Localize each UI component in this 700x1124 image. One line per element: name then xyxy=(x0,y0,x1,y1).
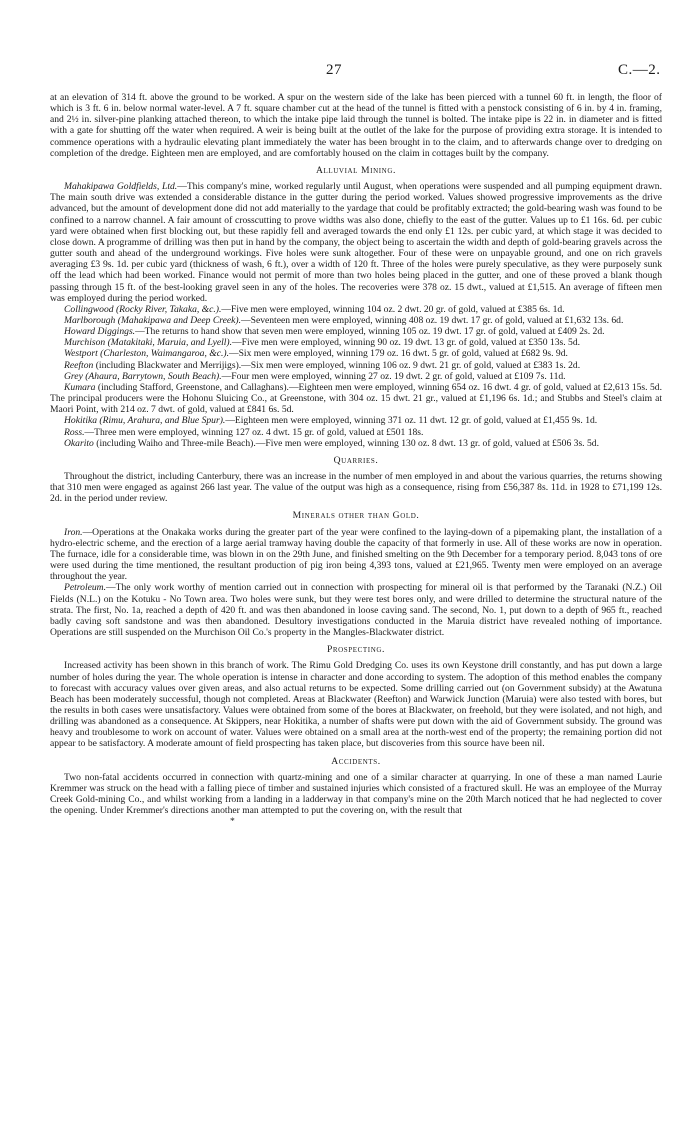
alluvial-entry xyxy=(50,360,662,371)
entry-text: —Three men were employed, winning 127 oz. 4 dwt. 15 gr. of gold, valued at £501 18s. xyxy=(84,426,424,438)
entry-name: Murchison (Matakitaki, Maruia, and Lyell). xyxy=(64,337,233,349)
alluvial-entry xyxy=(50,315,662,326)
alluvial-entry xyxy=(50,326,662,337)
entry-name: Reefton xyxy=(64,359,94,371)
mahakipawa-title: Mahakipawa Goldfields, Ltd. xyxy=(64,181,178,193)
alluvial-entry xyxy=(50,348,662,359)
iron-paragraph xyxy=(50,527,662,583)
entry-name: Okarito xyxy=(64,437,94,449)
iron-text: —Operations at the Onakaka works during the greater part of the year were confined to the laying-down of a pipemaking plant, the installation of a hydro-electric scheme, and the erection of a large aerial tramway having double the capacity of that formerly in use. All of these works are now in operation. The furnace, idle for a considerable time, was blown in on the 29th June, and finished smelting on the 9th December for a temporary period. 8,043 tons of ore were used during the time mentioned, the resultant production of pig iron being 4,393 tons, valued at £21,965. Twenty men were employed on an average throughout the year. xyxy=(50,526,662,583)
alluvial-entry xyxy=(50,382,662,415)
entry-text: —Seventeen men were employed, winning 408 oz. 19 dwt. 17 gr. of gold, valued at £1,632 13s. 6d. xyxy=(241,314,624,326)
alluvial-entry xyxy=(50,427,662,438)
quarries-paragraph: Throughout the district, including Canterbury, there was an increase in the number of men employed in and about the various quarries, the returns showing that 310 men were engaged as against 266 last year. The value of the output was high as a consequence, rising from £56,387 8s. 11d. in 1928 to £71,199 12s. 2d. in the period under review. xyxy=(50,471,662,505)
entry-text: (including Waiho and Three-mile Beach).—Five men were employed, winning 130 oz. 8 dwt. 13 gr. of gold, valued at £506 3s. 5d. xyxy=(93,437,599,449)
alluvial-entry xyxy=(50,304,662,315)
entry-name: Howard Diggings. xyxy=(64,326,136,338)
alluvial-entry xyxy=(50,438,662,449)
intro-paragraph: at an elevation of 314 ft. above the ground to be worked. A spur on the western side of the lake has been pierced with a tunnel 60 ft. in length, the floor of which is 3 ft. 6 in. below normal water-level. A 7 ft. square chamber cut at the head of the tunnel is fitted with a penstock consisting of 6 in. by 4 in. framing, and 2½ in. silver-pine planking attached thereon, to which the intake pipe laid through the tunnel is bolted. The intake pipe is 22 in. in diameter and is fitted with a gate for shutting off the water when required. A weir is being built at the outlet of the lake for the purpose of providing extra storage. It is intended to commence operations with a hydraulic elevating plant immediately the water has been brought in to the claim, and to afterwards change over to dredging on completion of the dredge. Eighteen men are employed, and are comfortably housed on the claim in cottages built by the company. xyxy=(50,92,662,159)
iron-title: Iron. xyxy=(64,526,83,538)
heading-minerals-other-than-gold: Minerals other than Gold. xyxy=(292,510,420,522)
alluvial-entry xyxy=(50,415,662,426)
entry-text: —Eighteen men were employed, winning 371 oz. 11 dwt. 12 gr. of gold, valued at £1,455 9s. 1d. xyxy=(225,415,598,427)
petroleum-text: —The only work worthy of mention carried out in connection with prospecting for mineral oil is that performed by the Taranaki (N.Z.) Oil Fields (N.L.) on the Kotuku - No Town area. Two holes were sunk, but they were test bores only, and were drilled to determine the structural nature of the strata. The first, No. 1a, reached a depth of 420 ft. and was then abandoned in loose caving sand. The second, No. 1, put down to a depth of 965 ft., reached badly caving soft sandstone and was then abandoned. Desultory investigations conducted in the Maruia district have revealed nothing of importance. Operations are still suspended on the Murchison Oil Co.'s property in the Mangles-Blackwater district. xyxy=(50,582,662,639)
heading-accidents: Accidents. xyxy=(331,755,381,767)
mahakipawa-text: —This company's mine, worked regularly until August, when operations were suspended and all pumping equipment drawn. The main south drive was extended a considerable distance in the gutter during the period worked. Values showed progressive improvements as the drive advanced, but the amount of development done did not add materially to the yardage that could be profitably extracted; the gold-bearing wash was found to be confined to a narrow channel. A fair amount of crosscutting to prove widths was also done, chiefly to the east of the gutter. Values up to £1 16s. 6d. per cubic yard were obtained when first blocking out, but these rapidly fell and averaged towards the end only £1 12s. per cubic yard, at which stage it was decided to close down. A programme of drilling was then put in hand by the company, the object being to ascertain the width and depth of gold-bearing gravels across the gutter south and ahead of the underground workings. Five holes were sunk altogether. Four of these were on unpayable ground, and one on rich gravels averaging £3 9s. 1d. per cubic yard (thickness of wash, 6 ft.), over a width of 120 ft. Three of the holes were purely speculative, as they were purposely sunk off the lead which had been worked. Finance would not permit of more than two holes being placed in the gutter, and one of these proved a blank though passing through 15 ft. of the best-looking gravel seen in any of the holes. The recoveries were 378 oz. 15 dwt., valued at £1,515. An average of fifteen men was employed during the period worked. xyxy=(50,181,663,304)
body-text xyxy=(50,92,662,828)
petroleum-paragraph xyxy=(50,582,662,638)
entry-name: Kumara xyxy=(64,381,96,393)
accidents-paragraph: Two non-fatal accidents occurred in connection with quartz-mining and one of a similar character at quarrying. In one of these a man named Laurie Kremmer was struck on the head with a falling piece of timber and sustained injuries which consisted of a fractured skull. He was an employee of the Murray Creek Gold-mining Co., and whilst working from a landing in a ladderway in that company's mine on the 20th March noticed that he had neglected to cover the opening. Under Kremmer's directions another man attempted to put the covering on, with the result that xyxy=(50,771,662,817)
entry-text: —Four men were employed, winning 27 oz. 19 dwt. 2 gr. of gold, valued at £109 7s. 11d. xyxy=(221,370,566,382)
entry-name: Westport (Charleston, Waimangaroa, &c.). xyxy=(64,348,229,360)
entry-name: Marlborough (Mahakipawa and Deep Creek). xyxy=(64,314,242,326)
footer-mark: * xyxy=(230,816,235,828)
entry-text: —Six men were employed, winning 179 oz. 16 dwt. 5 gr. of gold, valued at £682 9s. 9d. xyxy=(228,348,568,360)
alluvial-entry xyxy=(50,371,662,382)
entry-name: Hokitika (Rimu, Arahura, and Blue Spur). xyxy=(64,415,226,427)
mahakipawa-paragraph xyxy=(50,181,662,304)
document-reference: C.—2. xyxy=(618,62,661,78)
alluvial-entry xyxy=(50,337,662,348)
heading-quarries: Quarries. xyxy=(333,454,379,466)
entry-name: Ross. xyxy=(64,426,85,438)
entry-text: (including Blackwater and Merrijigs).—Six men were employed, winning 106 oz. 9 dwt. 21 gr. of gold, valued at £383 1s. 2d. xyxy=(93,359,581,371)
page-number: 27 xyxy=(326,62,342,78)
prospecting-paragraph: Increased activity has been shown in this branch of work. The Rimu Gold Dredging Co. uses its own Keystone drill constantly, and has put down a large number of holes during the year. The whole operation is intense in character and done according to system. The adoption of this method enables the company to forecast with accuracy values over given areas, and also actual returns to be expected. Some drilling carried out (on Government subsidy) at the Awatuna Beach has been moderately successful, though not completed. Areas at Blackwater (Reefton) and Warwick Junction (Maruia) were also tested with bores, but the results in both cases were unsatisfactory. Values were obtained from some of the bores at Blackwater, on freehold, but they were isolated, and not high, and drilling was abandoned as a consequence. At Skippers, near Hokitika, a number of shafts were put down with the aid of Government subsidy. The ground was heavy and troublesome to work on account of water. Values were obtained on a small area at the north-west end of the property; the remaining portion did not appear to be satisfactory. A moderate amount of field prospecting has taken place, but discoveries from this source have been nil. xyxy=(50,660,662,750)
entry-name: Collingwood (Rocky River, Takaka, &c.). xyxy=(64,303,222,315)
entry-text: —Five men were employed, winning 90 oz. 19 dwt. 13 gr. of gold, valued at £350 13s. 5d. xyxy=(232,337,581,349)
heading-prospecting: Prospecting. xyxy=(326,644,386,656)
heading-alluvial-mining: Alluvial Mining. xyxy=(315,164,396,176)
entry-text: —Five men were employed, winning 104 oz. 2 dwt. 20 gr. of gold, valued at £385 6s. 1d. xyxy=(221,303,565,315)
entry-text: —The returns to hand show that seven men were employed, winning 105 oz. 19 dwt. 17 gr. of gold, valued at £409 2s. 2d. xyxy=(135,326,605,338)
entry-text: (including Stafford, Greenstone, and Callaghans).—Eighteen men were employed, winning 654 oz. 16 dwt. 4 gr. of gold, valued at £2,613 15s. 5d. The principal producers were the Hohonu Sluicing Co., at Greenstone, with 304 oz. 15 dwt. 21 gr., valued at £1,196 6s. 1d.; and Stubbs and Steel's claim at Maori Point, with 214 oz. 7 dwt. of gold, valued at £841 6s. 5d. xyxy=(50,381,662,416)
entry-name: Grey (Ahaura, Barrytown, South Beach). xyxy=(64,370,222,382)
petroleum-title: Petroleum. xyxy=(64,582,107,594)
